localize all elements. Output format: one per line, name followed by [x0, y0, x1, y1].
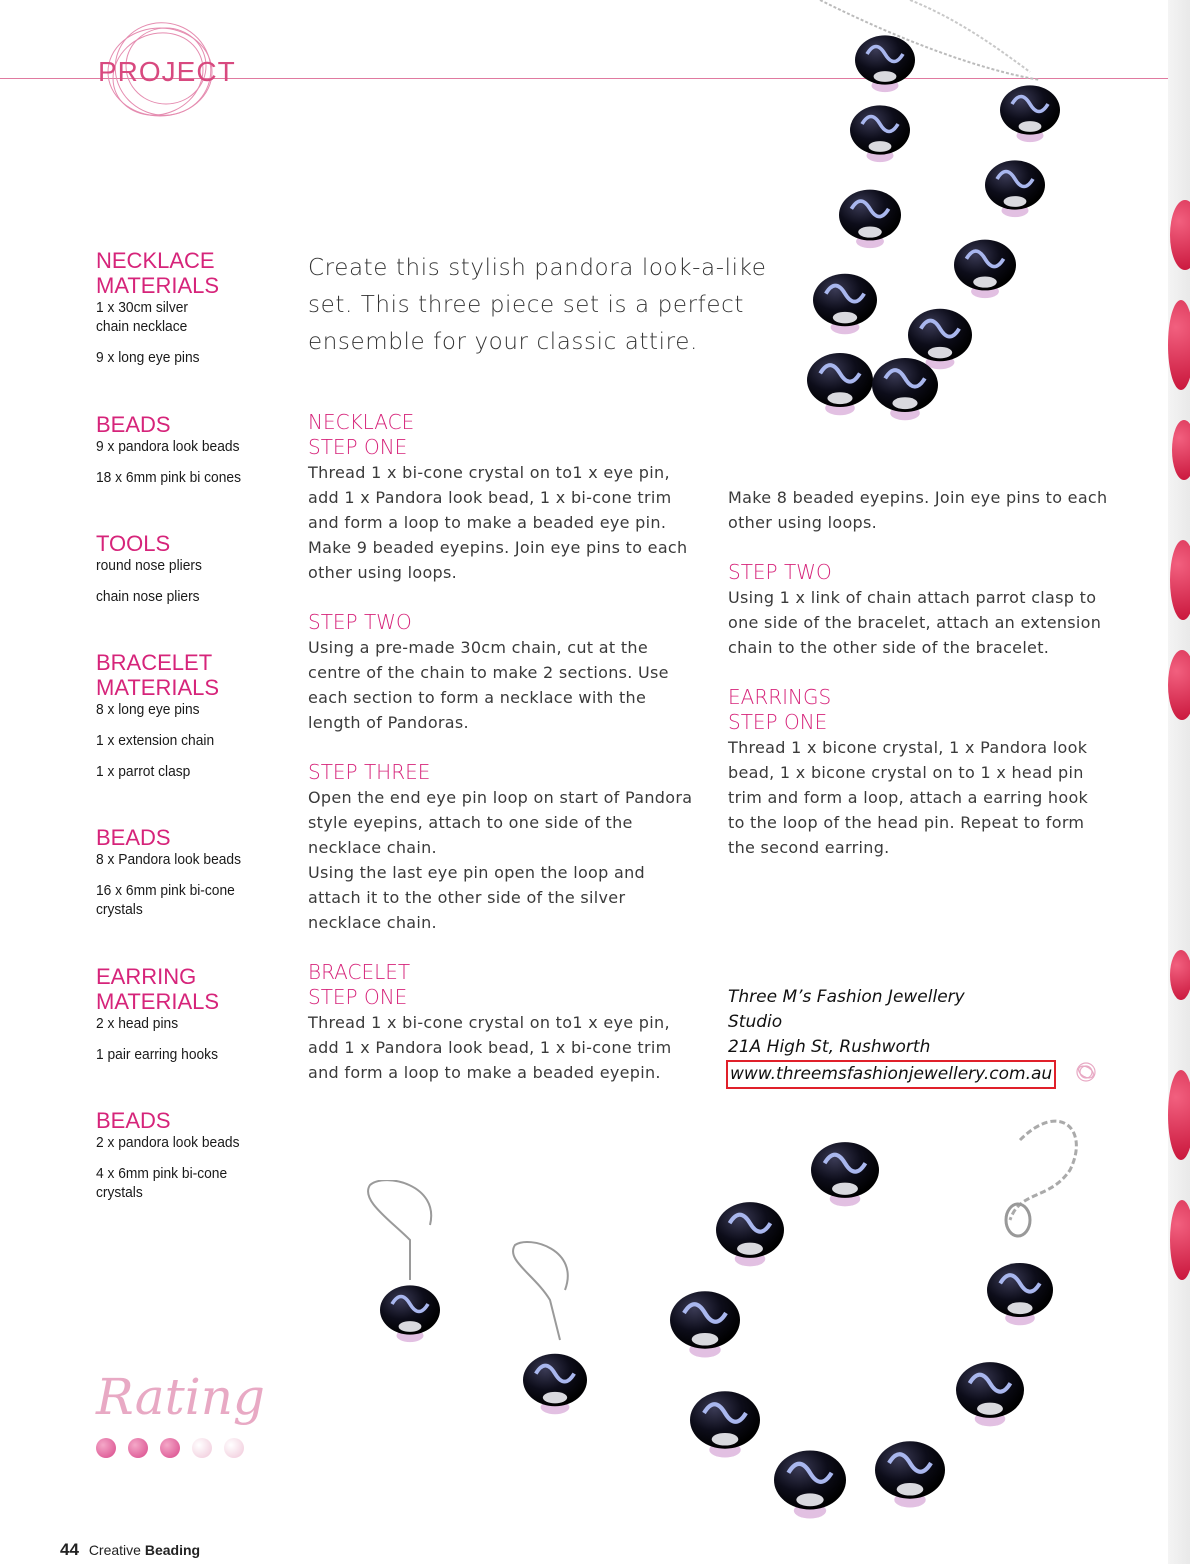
step-heading: NECKLACE	[308, 410, 415, 434]
necklace-materials-heading: MATERIALS	[96, 273, 220, 298]
step-heading: STEP TWO	[308, 610, 412, 634]
petal-decoration	[1170, 200, 1190, 270]
step-text: Thread 1 x bicone crystal, 1 x Pandora look bead, 1 x bicone crystal on to 1 x head pin trim and form a loop, attach a earring hook to the loop of the head pin. Repeat to form the second earring.	[728, 738, 1089, 857]
necklace-materials-section	[96, 248, 286, 367]
bead-icon	[813, 274, 877, 334]
website-link[interactable]: www.threemsfashionjewellery.com.au	[726, 1060, 1056, 1089]
earring-materials-section	[96, 964, 286, 1064]
beads-heading: BEADS	[96, 1108, 171, 1133]
bead-icon	[956, 1362, 1024, 1426]
beads-heading: BEADS	[96, 412, 171, 437]
bead-icon	[523, 1354, 587, 1414]
list-item: 8 x Pandora look beads	[96, 851, 242, 868]
bead-icon	[954, 240, 1016, 299]
bead-icon	[807, 353, 873, 415]
section-label: PROJECT	[98, 56, 236, 87]
earring-beads-section	[96, 1108, 286, 1202]
petal-decoration	[1170, 950, 1190, 1000]
list-item: 16 x 6mm pink bi-cone crystals	[96, 882, 235, 918]
magazine-name: Beading	[144, 1542, 201, 1558]
list-item: 9 x long eye pins	[96, 349, 200, 366]
petal-decoration	[1168, 650, 1190, 720]
bracelet-materials-section	[96, 650, 286, 781]
earring-materials-heading: MATERIALS	[96, 989, 220, 1014]
page-number: 44	[60, 1540, 79, 1559]
studio-name: Three M’s Fashion Jewellery	[728, 987, 965, 1007]
instructions-column-right	[728, 485, 1108, 860]
bead-icon	[716, 1202, 784, 1266]
necklace-materials-heading: NECKLACE	[96, 248, 215, 273]
step-heading: STEP ONE	[308, 435, 408, 459]
bracelet-photo	[650, 1090, 1100, 1540]
list-item: 4 x 6mm pink bi-cone crystals	[96, 1165, 228, 1201]
step-text: Make 8 beaded eyepins. Join eye pins to each other using loops.	[728, 488, 1108, 532]
bead-icon	[850, 105, 910, 162]
page-edge-strip	[1168, 0, 1190, 1564]
rating-dot-filled	[160, 1438, 180, 1458]
bead-icon	[690, 1391, 760, 1457]
list-item: 1 x parrot clasp	[96, 763, 191, 780]
list-item: 8 x long eye pins	[96, 701, 200, 718]
petal-decoration	[1168, 300, 1190, 390]
bead-icon	[872, 358, 938, 420]
petal-decoration	[1170, 1200, 1190, 1280]
petal-decoration	[1172, 420, 1190, 480]
bead-icon	[875, 1441, 945, 1507]
bead-icon	[811, 1142, 879, 1206]
magazine-name: Creative	[88, 1542, 141, 1558]
earrings-photo	[350, 1180, 630, 1480]
bead-icon	[774, 1450, 846, 1518]
step-text: Using 1 x link of chain attach parrot clasp to one side of the bracelet, attach an extension chain to the other side of the bracelet.	[728, 588, 1102, 657]
bracelet-materials-heading: MATERIALS	[96, 675, 220, 700]
step-heading: STEP THREE	[308, 760, 431, 784]
step-text: Using the last eye pin open the loop and attach it to the other side of the silver necklace chain.	[308, 863, 645, 932]
rating-dot-filled	[128, 1438, 148, 1458]
list-item: 9 x pandora look beads	[96, 438, 240, 455]
intro-paragraph: Create this stylish pandora look-a-like set. This three piece set is a perfect ensemble for your classic attire.	[308, 255, 767, 355]
instructions-column-left	[308, 410, 693, 1085]
beads-heading: BEADS	[96, 825, 171, 850]
petal-decoration	[1170, 540, 1190, 620]
studio-credit	[728, 985, 1128, 1089]
end-mark-icon	[1074, 1060, 1098, 1084]
rating-dot-empty	[224, 1438, 244, 1458]
rating-dot-empty	[192, 1438, 212, 1458]
rating-dot-filled	[96, 1438, 116, 1458]
bracelet-beads-section	[96, 825, 286, 919]
step-text: Open the end eye pin loop on start of Pandora style eyepins, attach to one side of the necklace chain.	[308, 788, 693, 857]
bead-icon	[380, 1285, 440, 1342]
tools-section	[96, 531, 286, 606]
rating-dots	[96, 1438, 256, 1462]
petal-decoration	[1168, 1070, 1190, 1160]
step-text: Using a pre-made 30cm chain, cut at the centre of the chain to make 2 sections. Use each section to form a necklace with the length of Pandoras.	[308, 638, 669, 732]
list-item: 1 x extension chain	[96, 732, 215, 749]
bracelet-materials-heading: BRACELET	[96, 650, 213, 675]
list-item: chain nose pliers	[96, 588, 200, 605]
list-item: round nose pliers	[96, 557, 202, 574]
list-item: 1 pair earring hooks	[96, 1046, 218, 1063]
step-heading: BRACELET	[308, 960, 411, 984]
list-item: 2 x pandora look beads	[96, 1134, 240, 1151]
step-text: Thread 1 x bi-cone crystal on to1 x eye pin, add 1 x Pandora look bead, 1 x bi-cone trim and form a loop to make a beaded eyepin.	[308, 1013, 672, 1082]
bead-icon	[855, 35, 915, 92]
earring-materials-heading: EARRING	[96, 964, 197, 989]
tools-heading: TOOLS	[96, 531, 171, 556]
studio-name: Studio	[728, 1012, 783, 1032]
step-heading: STEP ONE	[308, 985, 408, 1009]
bead-icon	[1000, 85, 1060, 142]
bead-icon	[987, 1263, 1053, 1325]
list-item: 18 x 6mm pink bi cones	[96, 469, 241, 486]
studio-address: 21A High St, Rushworth	[728, 1037, 931, 1057]
list-item: 1 x 30cm silver chain necklace	[96, 299, 189, 335]
bead-icon	[985, 160, 1045, 217]
list-item: 2 x head pins	[96, 1015, 179, 1032]
page-footer	[60, 1540, 200, 1560]
bead-icon	[670, 1291, 740, 1357]
step-heading: STEP ONE	[728, 710, 828, 734]
step-heading: STEP TWO	[728, 560, 832, 584]
bead-icon	[839, 190, 901, 249]
necklace-beads-section	[96, 412, 286, 487]
necklace-photo	[760, 0, 1168, 460]
step-heading: EARRINGS	[728, 685, 832, 709]
rating-label: Rating	[96, 1368, 265, 1426]
step-text: Thread 1 x bi-cone crystal on to1 x eye pin, add 1 x Pandora look bead, 1 x bi-cone trim and form a loop to make a beaded eye pin. Make 9 beaded eyepins. Join eye pins to each other using loops.	[308, 463, 688, 582]
